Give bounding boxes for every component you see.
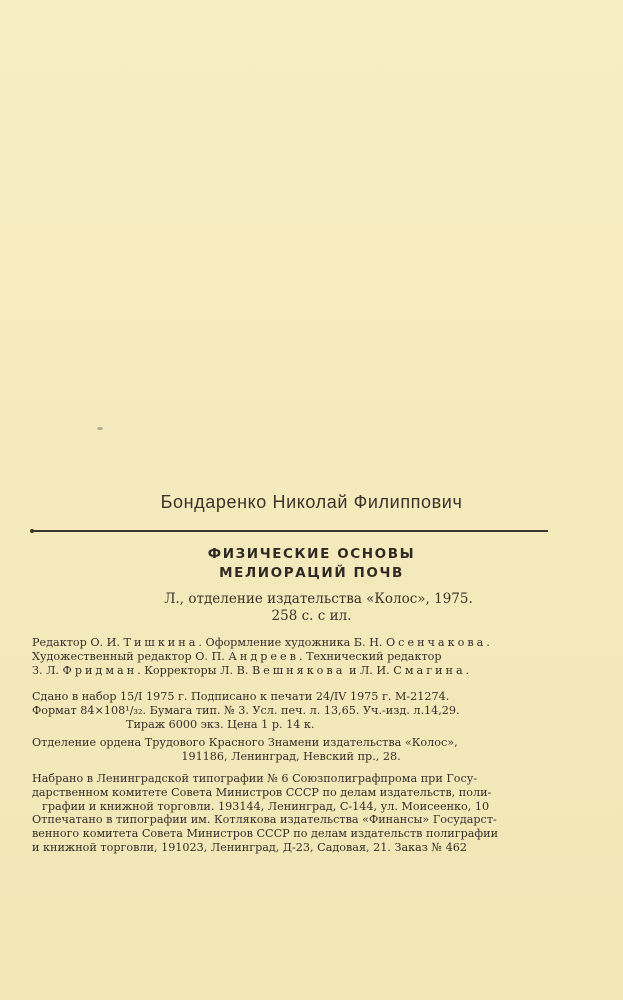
publisher-line-2: 191186, Ленинград, Невский пр., 28. <box>181 750 401 763</box>
art-editor-name: Андреев <box>228 650 299 663</box>
editor-name: Тишкина <box>123 636 199 649</box>
divider-rule <box>32 530 548 532</box>
proofreader-2-name: Смагина <box>393 664 466 677</box>
publisher-block <box>32 736 550 764</box>
printed-block <box>32 813 550 855</box>
paper-speck <box>97 427 103 430</box>
print-info-line-2: Формат 84×108¹/₃₂. Бумага тип. № 3. Усл. печ. л. 13,65. Уч.-изд. л.14,29. <box>32 704 460 717</box>
printed-line-1: Отпечатано в типографии им. Котлякова издательства «Финансы» Государст- <box>32 813 497 826</box>
print-info-line-3: Тираж 6000 экз. Цена 1 р. 14 к. <box>126 718 315 731</box>
publisher-line-1: Отделение ордена Трудового Красного Знамени издательства «Колос», <box>32 736 458 749</box>
credits-line-3: З. Л. Фридман. Корректоры Л. В. Вешнякова и Л. И. Смагина. <box>32 664 470 677</box>
publication-line-2: 258 с. с ил. <box>271 608 352 624</box>
print-info-block <box>32 690 550 732</box>
typeset-line-3: графии и книжной торговли. 193144, Ленинград, С-144, ул. Моисеенко, 10 <box>42 800 490 813</box>
artist-name: Осенчакова <box>386 636 487 649</box>
typeset-line-2: дарственном комитете Совета Министров СССР по делам издательств, поли- <box>32 786 492 799</box>
tech-editor-name: Фридман <box>62 664 138 677</box>
book-title-line-2: МЕЛИОРАЦИЙ ПОЧВ <box>219 565 404 581</box>
credits-block <box>32 636 550 678</box>
printed-line-3: и книжной торговли, 191023, Ленинград, Д-23, Садовая, 21. Заказ № 462 <box>32 841 467 854</box>
credits-line-2: Художественный редактор О. П. Андреев. Технический редактор <box>32 650 442 663</box>
credits-line-1: Редактор О. И. Тишкина. Оформление художника Б. Н. Осенчакова. <box>32 636 490 649</box>
printed-line-2: венного комитета Совета Министров СССР по делам издательств полиграфии <box>32 827 499 840</box>
print-info-line-1: Сдано в набор 15/I 1975 г. Подписано к печати 24/IV 1975 г. М-21274. <box>32 690 450 703</box>
author-name: Бондаренко Николай Филиппович <box>160 492 463 512</box>
typeset-block <box>32 772 550 814</box>
book-title-line-1: ФИЗИЧЕСКИЕ ОСНОВЫ <box>207 546 416 562</box>
typeset-line-1: Набрано в Ленинградской типографии № 6 Союзполиграфпрома при Госу- <box>32 772 478 785</box>
publication-line-1: Л., отделение издательства «Колос», 1975. <box>164 591 473 607</box>
proofreader-1-name: Вешнякова <box>251 664 346 677</box>
